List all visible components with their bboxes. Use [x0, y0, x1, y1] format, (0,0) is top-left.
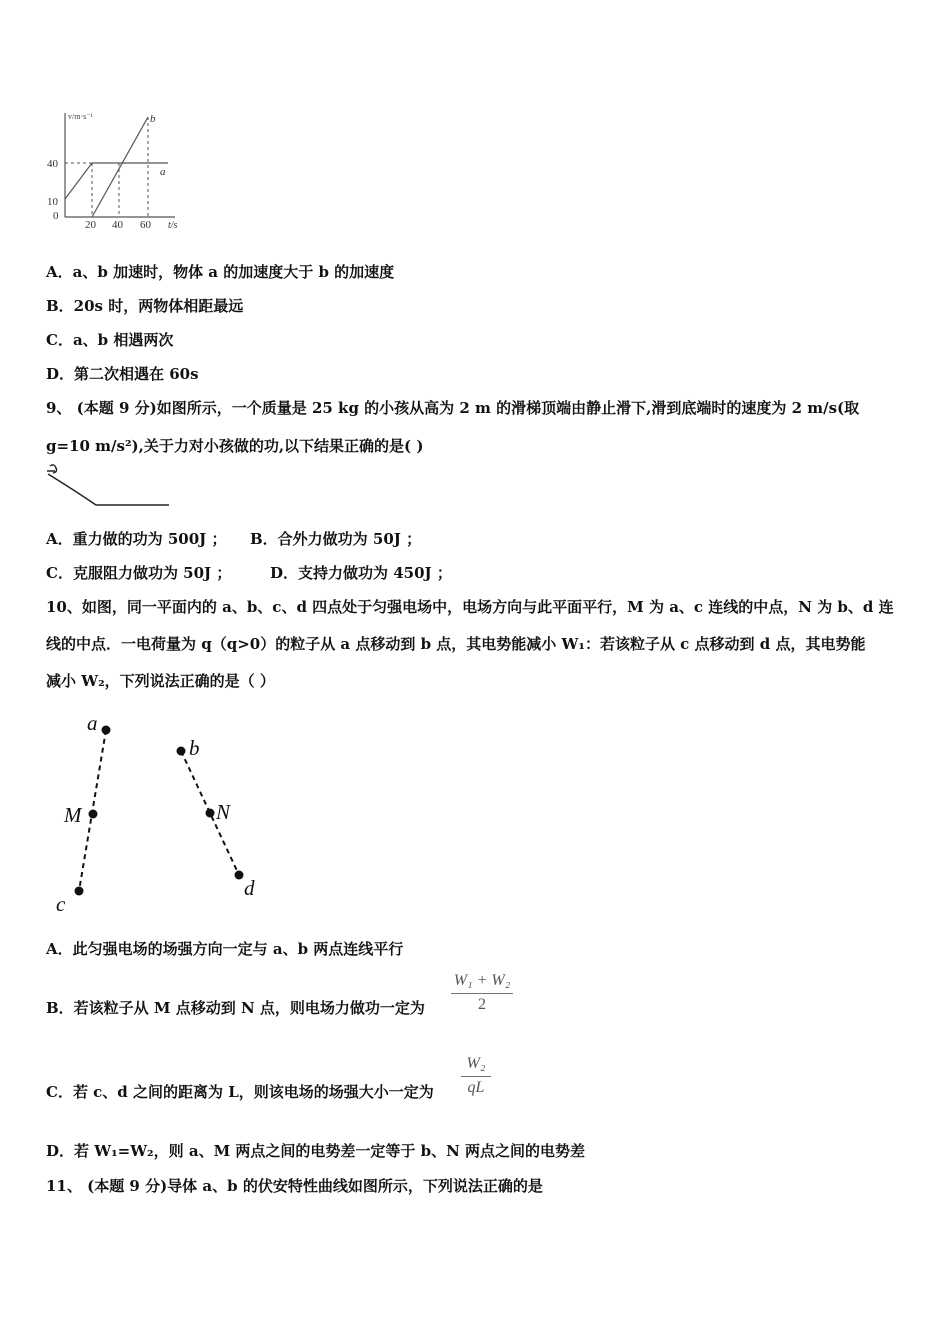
q9-option-b: B．合外力做功为 50J ； [250, 530, 422, 548]
fraction-c-denominator: qL [467, 1079, 485, 1096]
ytick-0: 0 [53, 210, 59, 222]
fraction-b-numerator: W₁ + W₂ [453, 972, 511, 989]
ylabel: v/m·s⁻¹ [68, 112, 93, 121]
q10-stem-line1: 10、如图，同一平面内的 a、b、c、d 四点处于匀强电场中，电场方向与此平面平行，M 为 a、c 连线的中点，N 为 b、d 连 [46, 598, 894, 616]
q10-option-b: B．若该粒子从 M 点移动到 N 点，则电场力做功一定为 [46, 999, 425, 1017]
q8-option-a: A．a、b 加速时，物体 a 的加速度大于 b 的加速度 [46, 263, 395, 281]
vt-graph [40, 105, 190, 230]
point-n [206, 809, 215, 818]
q8-option-b: B．20s 时，两物体相距最远 [46, 297, 244, 315]
label-n: N [216, 800, 231, 824]
slide-figure [44, 462, 174, 512]
xlabel: t/s [168, 220, 178, 230]
label-m: M [64, 803, 82, 827]
line-b [92, 117, 148, 217]
point-d [235, 871, 244, 880]
q9-option-c: C．克服阻力做功为 50J ； [46, 564, 232, 582]
fraction-c-numerator: W₂ [466, 1055, 486, 1072]
q10-option-a: A．此匀强电场的场强方向一定与 a、b 两点连线平行 [46, 940, 404, 958]
label-a: a [87, 711, 98, 735]
q8-option-c: C．a、b 相遇两次 [46, 331, 174, 349]
q9-stem-line1: 9、 (本题 9 分)如图所示，一个质量是 25 kg 的小孩从高为 2 m 的滑梯顶端由静止滑下,滑到底端时的速度为 2 m/s(取 [46, 399, 860, 417]
label-b: b [189, 736, 200, 760]
xtick-60: 60 [140, 219, 151, 230]
q9-stem-line2: g=10 m/s²),关于力对小孩做的功,以下结果正确的是( ) [46, 437, 424, 455]
q10-stem-line2: 线的中点．一电荷量为 q（q>0）的粒子从 a 点移动到 b 点，其电势能减小 W₁：若该粒子从 c 点移动到 d 点，其电势能 [46, 635, 866, 653]
field-points-figure [50, 708, 280, 918]
xtick-20: 20 [85, 219, 96, 230]
fraction-c [461, 1054, 491, 1099]
label-c: c [56, 892, 66, 916]
fraction-b-denominator: 2 [478, 996, 486, 1013]
fraction-b [451, 971, 513, 1016]
ytick-10: 10 [47, 196, 58, 208]
q9-option-a: A．重力做的功为 500J ； [46, 530, 227, 548]
label-d: d [244, 876, 255, 900]
q11-stem: 11、 (本题 9 分)导体 a、b 的伏安特性曲线如图所示，下列说法正确的是 [46, 1177, 543, 1195]
q10-option-c: C．若 c、d 之间的距离为 L，则该电场的场强大小一定为 [46, 1083, 434, 1101]
q9-option-d: D．支持力做功为 450J ； [270, 564, 452, 582]
q10-option-d: D．若 W₁=W₂，则 a、M 两点之间的电势差一定等于 b、N 两点之间的电势差 [46, 1142, 586, 1160]
line-a-rise [65, 163, 92, 199]
q10-stem-line3: 减小 W₂，下列说法正确的是（ ） [46, 672, 275, 690]
point-b [177, 747, 186, 756]
point-m [89, 810, 98, 819]
ytick-40: 40 [47, 158, 58, 170]
label-a: a [160, 166, 166, 178]
slide-curve [48, 474, 169, 505]
point-c [75, 887, 84, 896]
point-a [102, 726, 111, 735]
q8-option-d: D．第二次相遇在 60s [46, 365, 199, 383]
xtick-40: 40 [112, 219, 123, 230]
child-figure [47, 465, 57, 473]
label-b: b [150, 113, 156, 125]
